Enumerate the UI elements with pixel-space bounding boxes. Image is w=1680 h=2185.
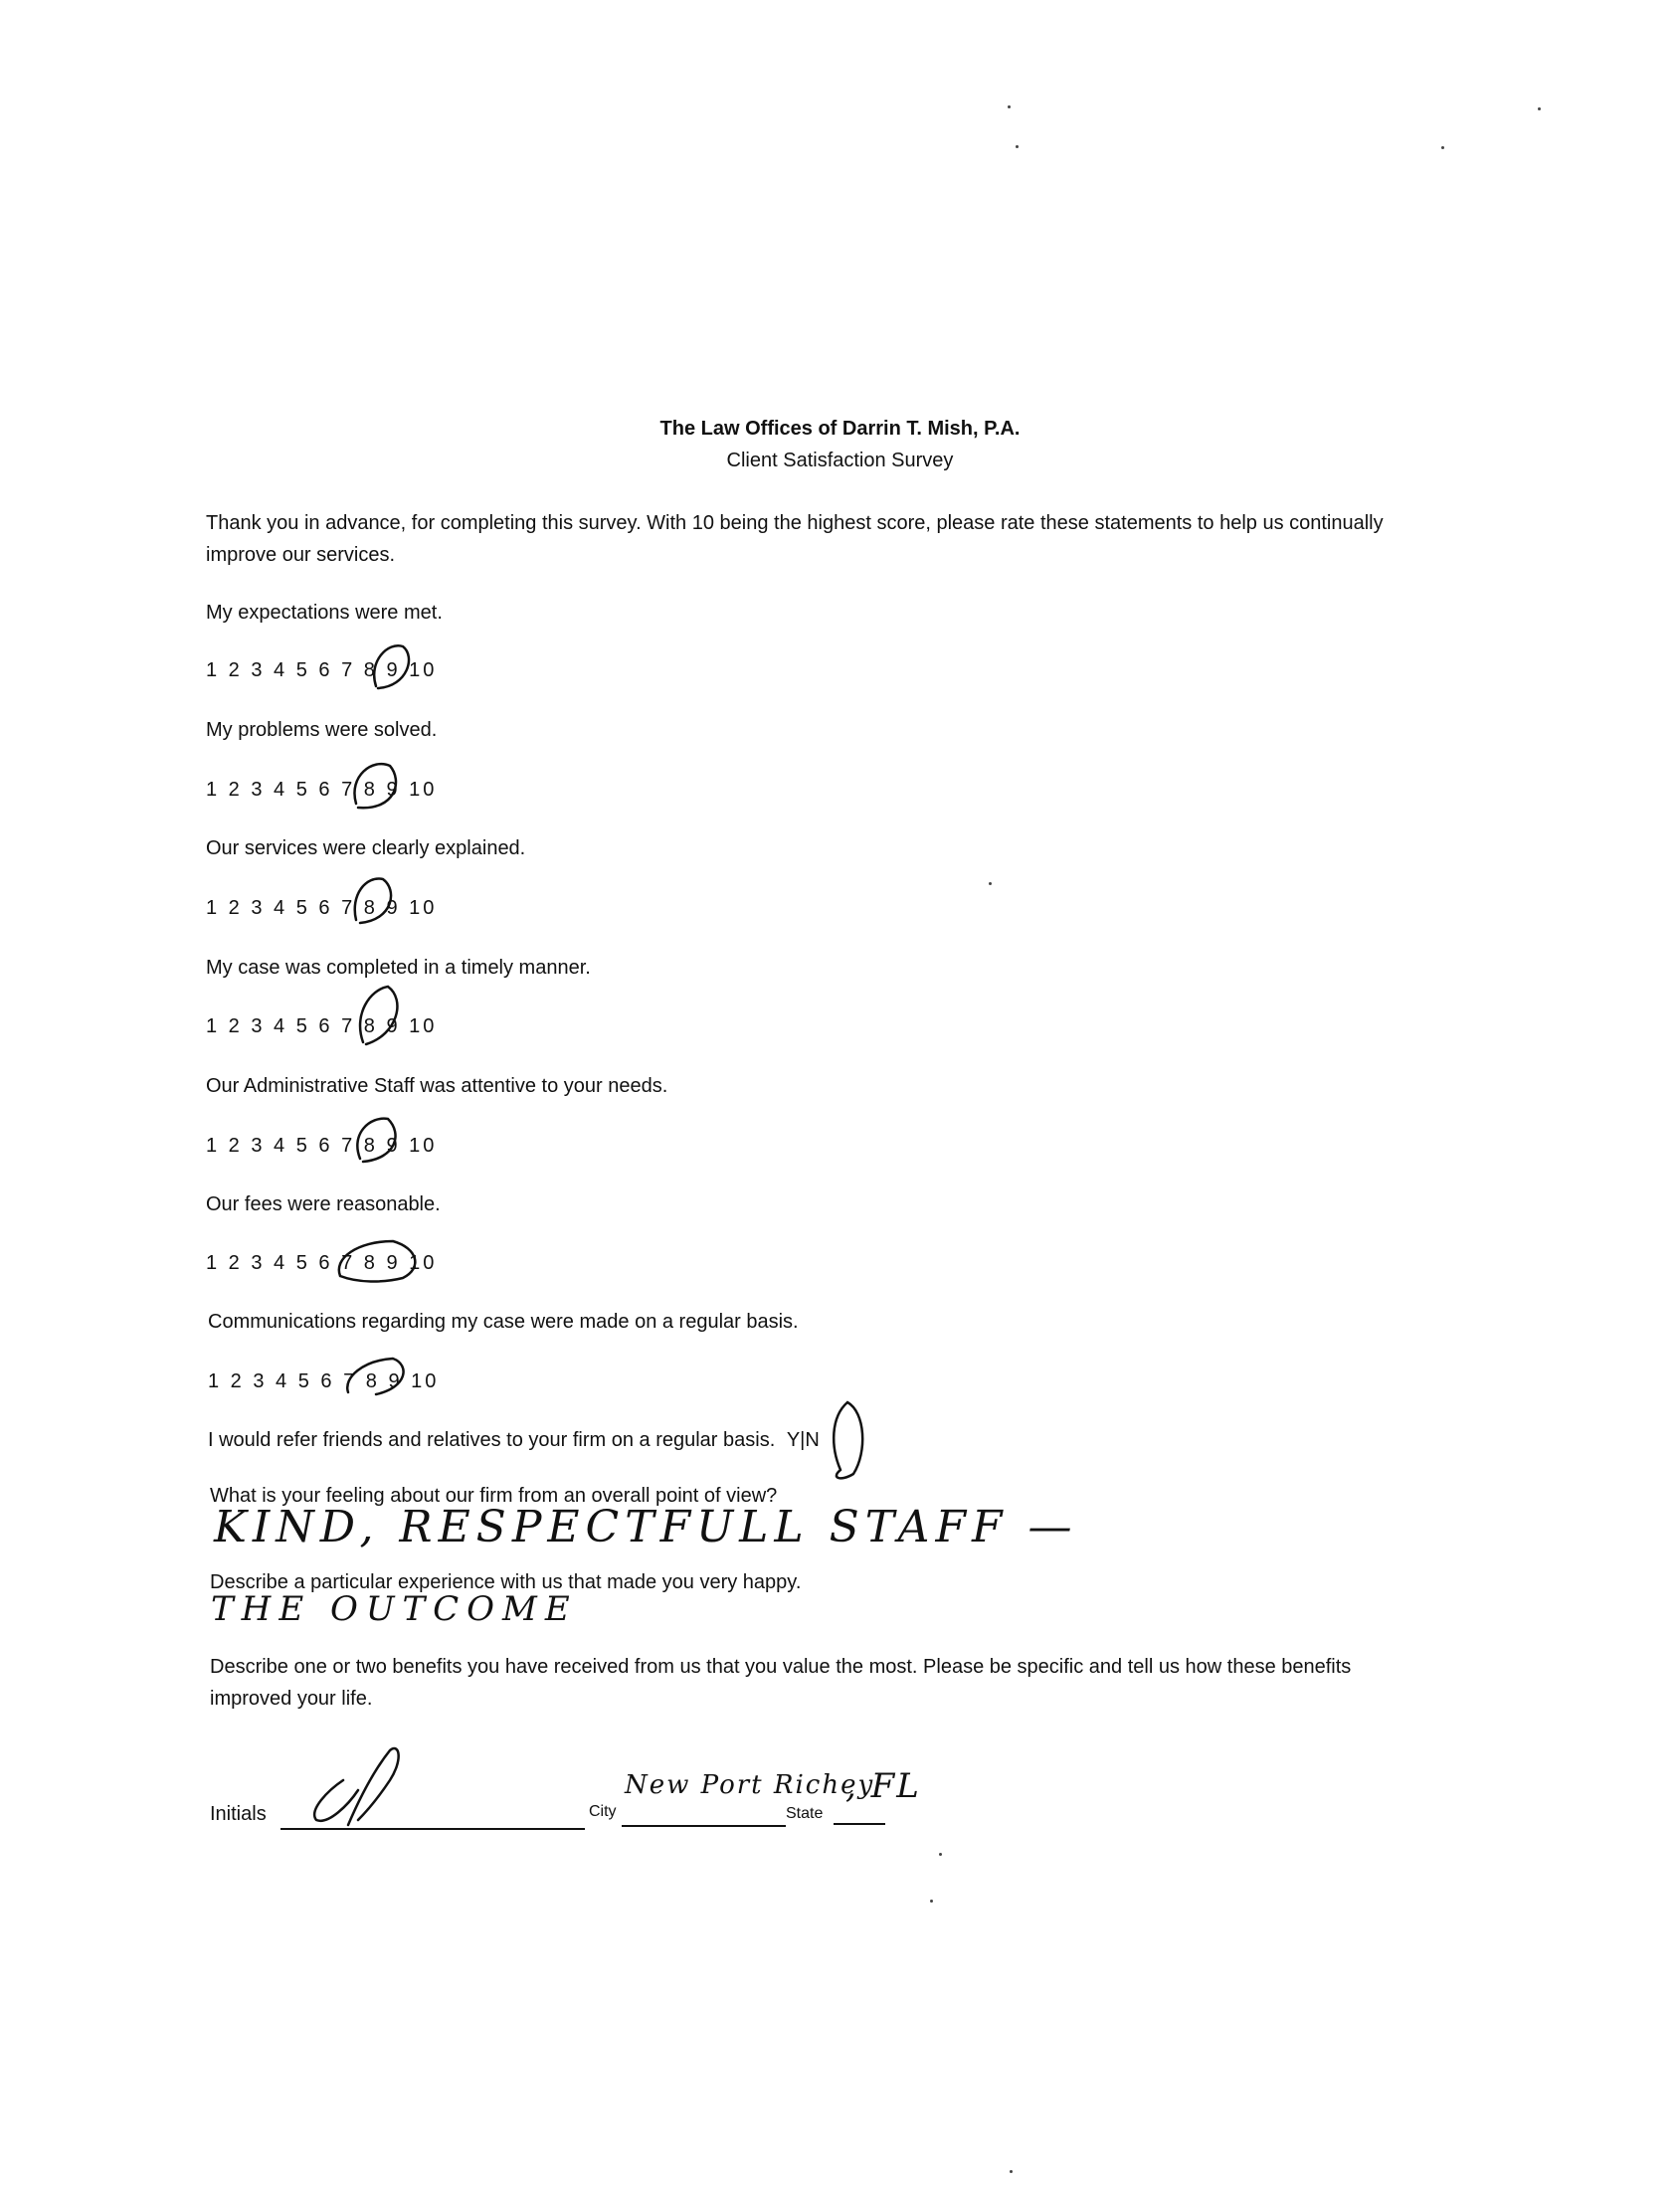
scan-speck: [939, 1853, 942, 1856]
scan-speck: [1441, 146, 1444, 149]
scan-speck: [1538, 107, 1541, 110]
scan-speck: [1010, 2170, 1013, 2173]
initials-signature-mark: [314, 1748, 398, 1825]
survey-title: Client Satisfaction Survey: [726, 450, 954, 471]
rating-scale[interactable]: 1 2 3 4 5 6 7 8 9 10: [206, 1015, 438, 1037]
city-line[interactable]: [622, 1825, 786, 1827]
refer-circle-mark: [834, 1402, 862, 1478]
initials-line[interactable]: [280, 1828, 585, 1830]
scan-speck: [1008, 105, 1011, 108]
rating-scale[interactable]: 1 2 3 4 5 6 7 8 9 10: [206, 1135, 438, 1157]
scan-speck: [1016, 145, 1019, 148]
question-statement: Communications regarding my case were made on a regular basis.: [208, 1311, 799, 1333]
rating-scale[interactable]: 1 2 3 4 5 6 7 8 9 10: [206, 659, 438, 681]
question-statement: My problems were solved.: [206, 719, 438, 741]
handwritten-answer[interactable]: KIND, RESPECTFULL STAFF —: [214, 1502, 1078, 1552]
state-handwritten[interactable]: , FL: [845, 1766, 921, 1806]
firm-name: The Law Offices of Darrin T. Mish, P.A.: [659, 418, 1021, 440]
refer-statement: I would refer friends and relatives to your firm on a regular basis.: [208, 1429, 776, 1451]
refer-separator: |: [800, 1429, 806, 1451]
intro-text: Thank you in advance, for completing this survey. With 10 being the highest score, please rate these statements to help us continually improve our services.: [206, 512, 1384, 566]
state-line[interactable]: [834, 1823, 885, 1825]
question-statement: My case was completed in a timely manner.: [206, 957, 591, 979]
open-question: What is your feeling about our firm from an overall point of view?: [210, 1485, 778, 1507]
initials-label: Initials: [210, 1803, 267, 1825]
open-question: Describe a particular experience with us that made you very happy.: [210, 1571, 802, 1593]
question-statement: My expectations were met.: [206, 602, 443, 624]
handwritten-answer[interactable]: THE OUTCOME: [211, 1589, 578, 1629]
refer-question: [208, 1429, 820, 1452]
city-handwritten[interactable]: New Port Richey: [625, 1770, 875, 1800]
rating-scale[interactable]: 1 2 3 4 5 6 7 8 9 10: [208, 1370, 440, 1392]
scan-speck: [930, 1900, 933, 1903]
city-label: City: [589, 1803, 617, 1820]
refer-yes-option[interactable]: Y: [786, 1429, 801, 1451]
rating-scale[interactable]: 1 2 3 4 5 6 7 8 9 10: [206, 779, 438, 801]
rating-scale[interactable]: 1 2 3 4 5 6 7 8 9 10: [206, 1252, 438, 1274]
refer-no-option[interactable]: N: [805, 1429, 820, 1451]
question-statement: Our services were clearly explained.: [206, 837, 526, 859]
question-statement: Our Administrative Staff was attentive to your needs.: [206, 1075, 668, 1097]
scan-speck: [989, 882, 992, 885]
open-question: Describe one or two benefits you have received from us that you value the most. Please be specific and tell us how these benefits improved your life.: [210, 1656, 1352, 1710]
rating-scale[interactable]: 1 2 3 4 5 6 7 8 9 10: [206, 897, 438, 919]
question-statement: Our fees were reasonable.: [206, 1193, 441, 1215]
state-label: State: [786, 1805, 824, 1822]
